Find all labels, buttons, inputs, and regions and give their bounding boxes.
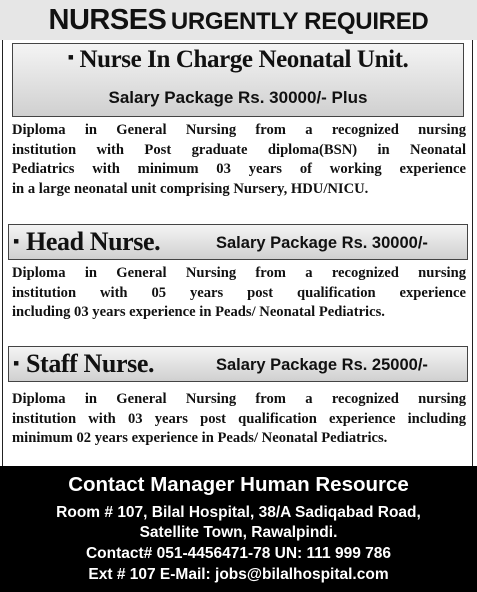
description-line: institution with Post graduate diploma(BSN) in Neonatal xyxy=(12,141,466,158)
bullet-icon: ▪ xyxy=(13,353,20,373)
position-nurse-in-charge xyxy=(12,43,464,117)
position-description xyxy=(12,264,466,323)
description-line: including 03 years experience in Peads/ Neonatal Pediatrics. xyxy=(12,304,385,321)
position-title: Staff Nurse. xyxy=(26,349,155,378)
description-line: Pediatrics with minimum 03 years of working experience xyxy=(12,161,466,178)
position-description xyxy=(12,121,466,199)
contact-email-line: Ext # 107 E-Mail: jobs@bilalhospital.com xyxy=(88,566,389,583)
contact-block xyxy=(0,466,477,592)
contact-phone-line: Contact# 051-4456471-78 UN: 111 999 786 xyxy=(85,545,392,562)
ad-headline xyxy=(0,0,477,40)
position-title xyxy=(13,46,463,74)
bullet-icon: ▪ xyxy=(13,231,20,251)
description-line: minimum 02 years experience in Peads/ Neonatal Pediatrics. xyxy=(12,430,388,447)
description-line: in a large neonatal unit comprising Nursery, HDU/NICU. xyxy=(12,180,369,197)
contact-heading: Contact Manager Human Resource xyxy=(68,473,409,496)
position-title: Head Nurse. xyxy=(26,227,161,256)
position-head-nurse xyxy=(8,224,468,260)
headline-nurses: NURSES xyxy=(48,4,167,36)
position-staff-nurse xyxy=(8,346,468,382)
headline-urgently-required: URGENTLY REQUIRED xyxy=(170,8,429,35)
position-salary: Salary Package Rs. 30000/- xyxy=(216,234,428,252)
description-line: Diploma in General Nursing from a recognized nursing xyxy=(12,391,466,407)
bullet-icon: ▪ xyxy=(67,47,74,67)
position-salary: Salary Package Rs. 25000/- xyxy=(216,356,428,374)
description-line: institution with 03 years post qualification experience including xyxy=(12,410,466,427)
description-line: Diploma in General Nursing from a recognized nursing xyxy=(12,122,466,138)
description-line: Diploma in General Nursing from a recognized nursing xyxy=(12,265,466,281)
contact-address-line: Room # 107, Bilal Hospital, 38/A Sadiqabad Road, xyxy=(56,504,421,521)
description-line: institution with 05 years post qualification experience xyxy=(12,284,466,301)
position-description xyxy=(12,390,466,449)
position-title-text: Nurse In Charge Neonatal Unit. xyxy=(79,46,409,73)
position-salary: Salary Package Rs. 30000/- Plus xyxy=(108,88,368,107)
contact-address-line: Satellite Town, Rawalpindi. xyxy=(139,524,338,541)
